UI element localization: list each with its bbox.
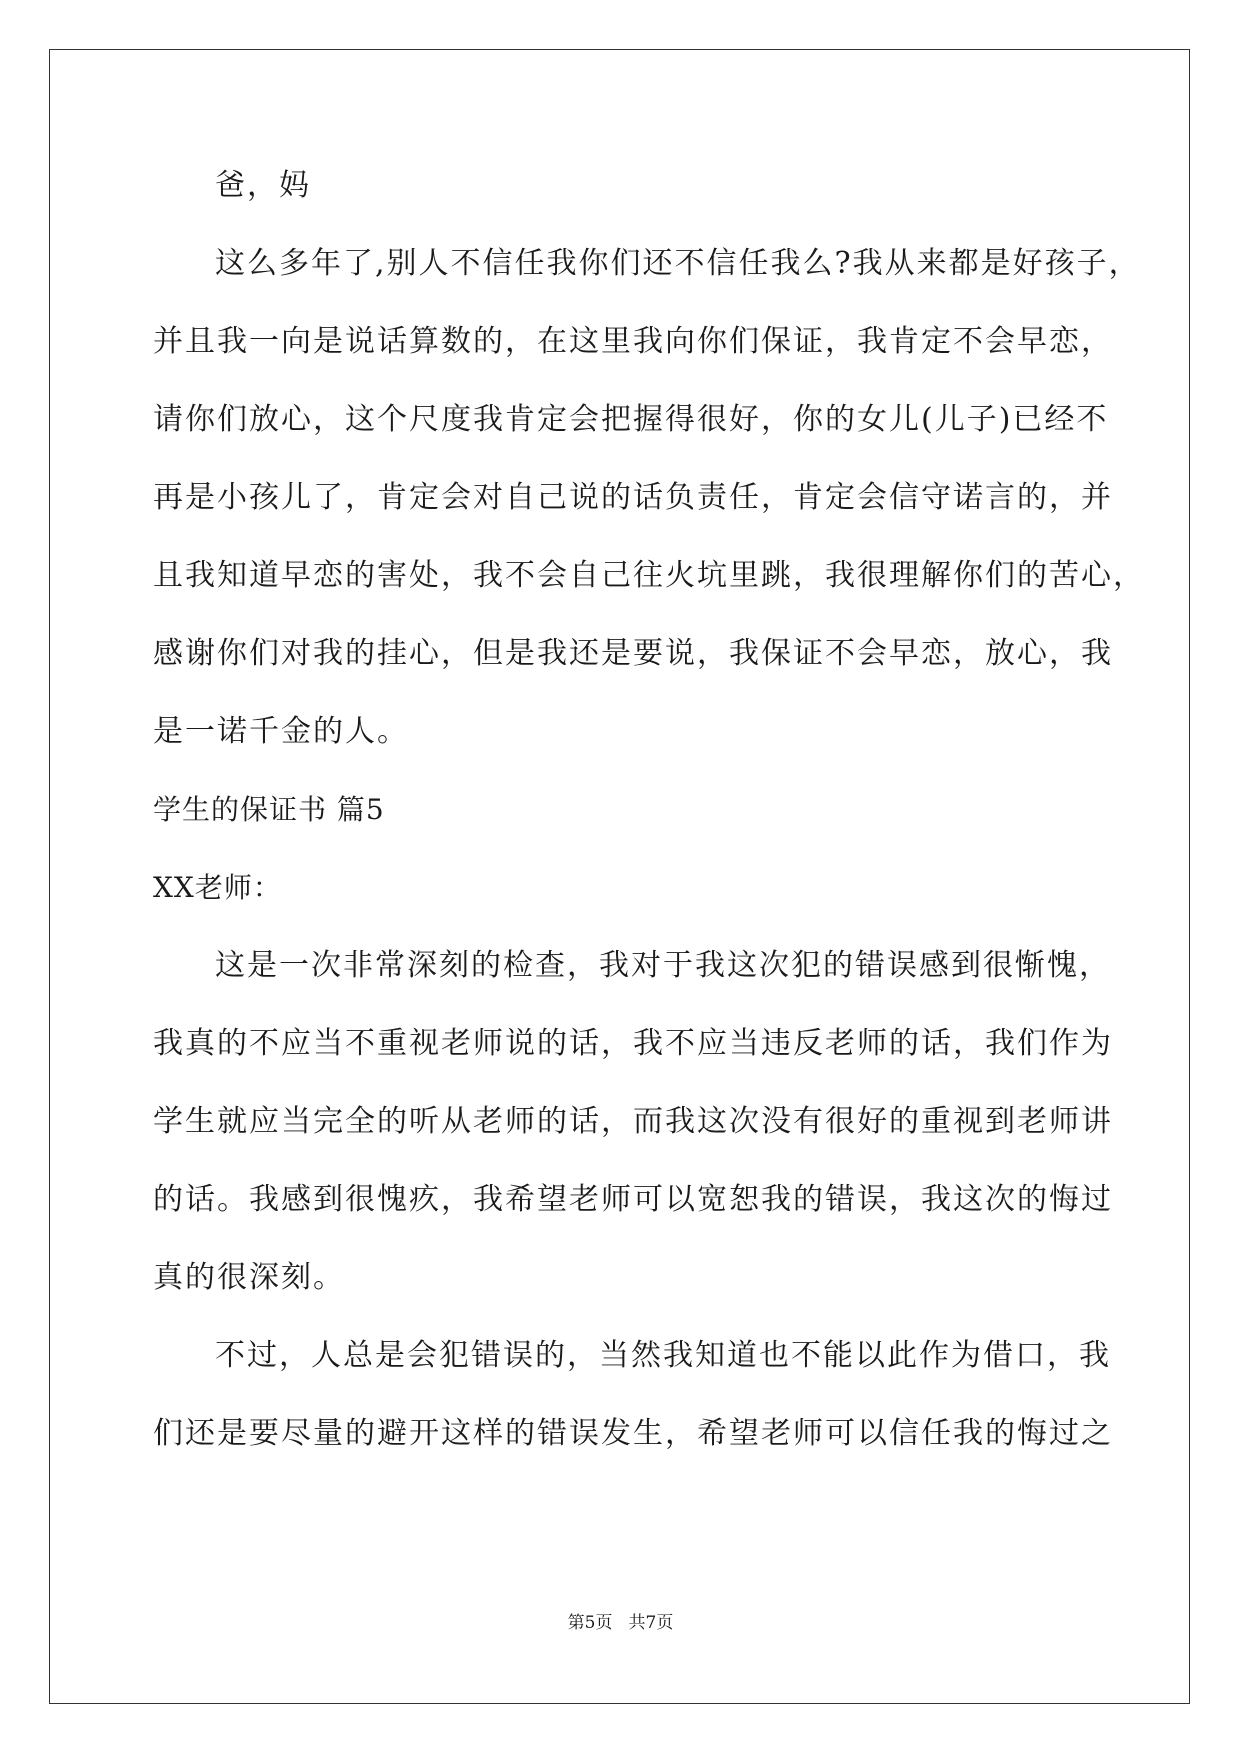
- paragraph-line: 并且我一向是说话算数的，在这里我向你们保证，我肯定不会早恋，: [153, 324, 1113, 359]
- page-footer: [0, 1611, 1241, 1635]
- paragraph-line: 学生就应当完全的听从老师的话，而我这次没有很好的重视到老师讲: [153, 1104, 1113, 1139]
- paragraph-line: 我真的不应当不重视老师说的话，我不应当违反老师的话，我们作为: [153, 1026, 1113, 1061]
- paragraph-line: 这么多年了,别人不信任我你们还不信任我么?我从来都是好孩子，: [215, 246, 1141, 281]
- paragraph-line: 的话。我感到很愧疚，我希望老师可以宽恕我的错误，我这次的悔过: [153, 1182, 1113, 1217]
- paragraph-line: 是一诺千金的人。: [153, 714, 409, 749]
- section-heading: 学生的保证书 篇5: [153, 793, 385, 826]
- paragraph-line: 真的很深刻。: [153, 1260, 345, 1295]
- paragraph-line: 们还是要尽量的避开这样的错误发生，希望老师可以信任我的悔过之: [153, 1416, 1113, 1451]
- page-total: 共7页: [628, 1613, 674, 1633]
- page-number: 第5页: [567, 1613, 613, 1633]
- paragraph-line: 这是一次非常深刻的检查，我对于我这次犯的错误感到很惭愧，: [215, 948, 1111, 983]
- paragraph-line: 感谢你们对我的挂心，但是我还是要说，我保证不会早恋，放心，我: [153, 636, 1113, 671]
- paragraph-line: 请你们放心，这个尺度我肯定会把握得很好，你的女儿(儿子)已经不: [153, 402, 1109, 437]
- paragraph-line: 再是小孩儿了，肯定会对自己说的话负责任，肯定会信守诺言的，并: [153, 480, 1113, 515]
- paragraph-line: 且我知道早恋的害处，我不会自己往火坑里跳，我很理解你们的苦心，: [153, 558, 1145, 593]
- paragraph-line: 不过，人总是会犯错误的，当然我知道也不能以此作为借口，我: [215, 1338, 1111, 1373]
- salutation-line: XX老师：: [153, 871, 282, 904]
- salutation-line: 爸，妈: [215, 168, 311, 203]
